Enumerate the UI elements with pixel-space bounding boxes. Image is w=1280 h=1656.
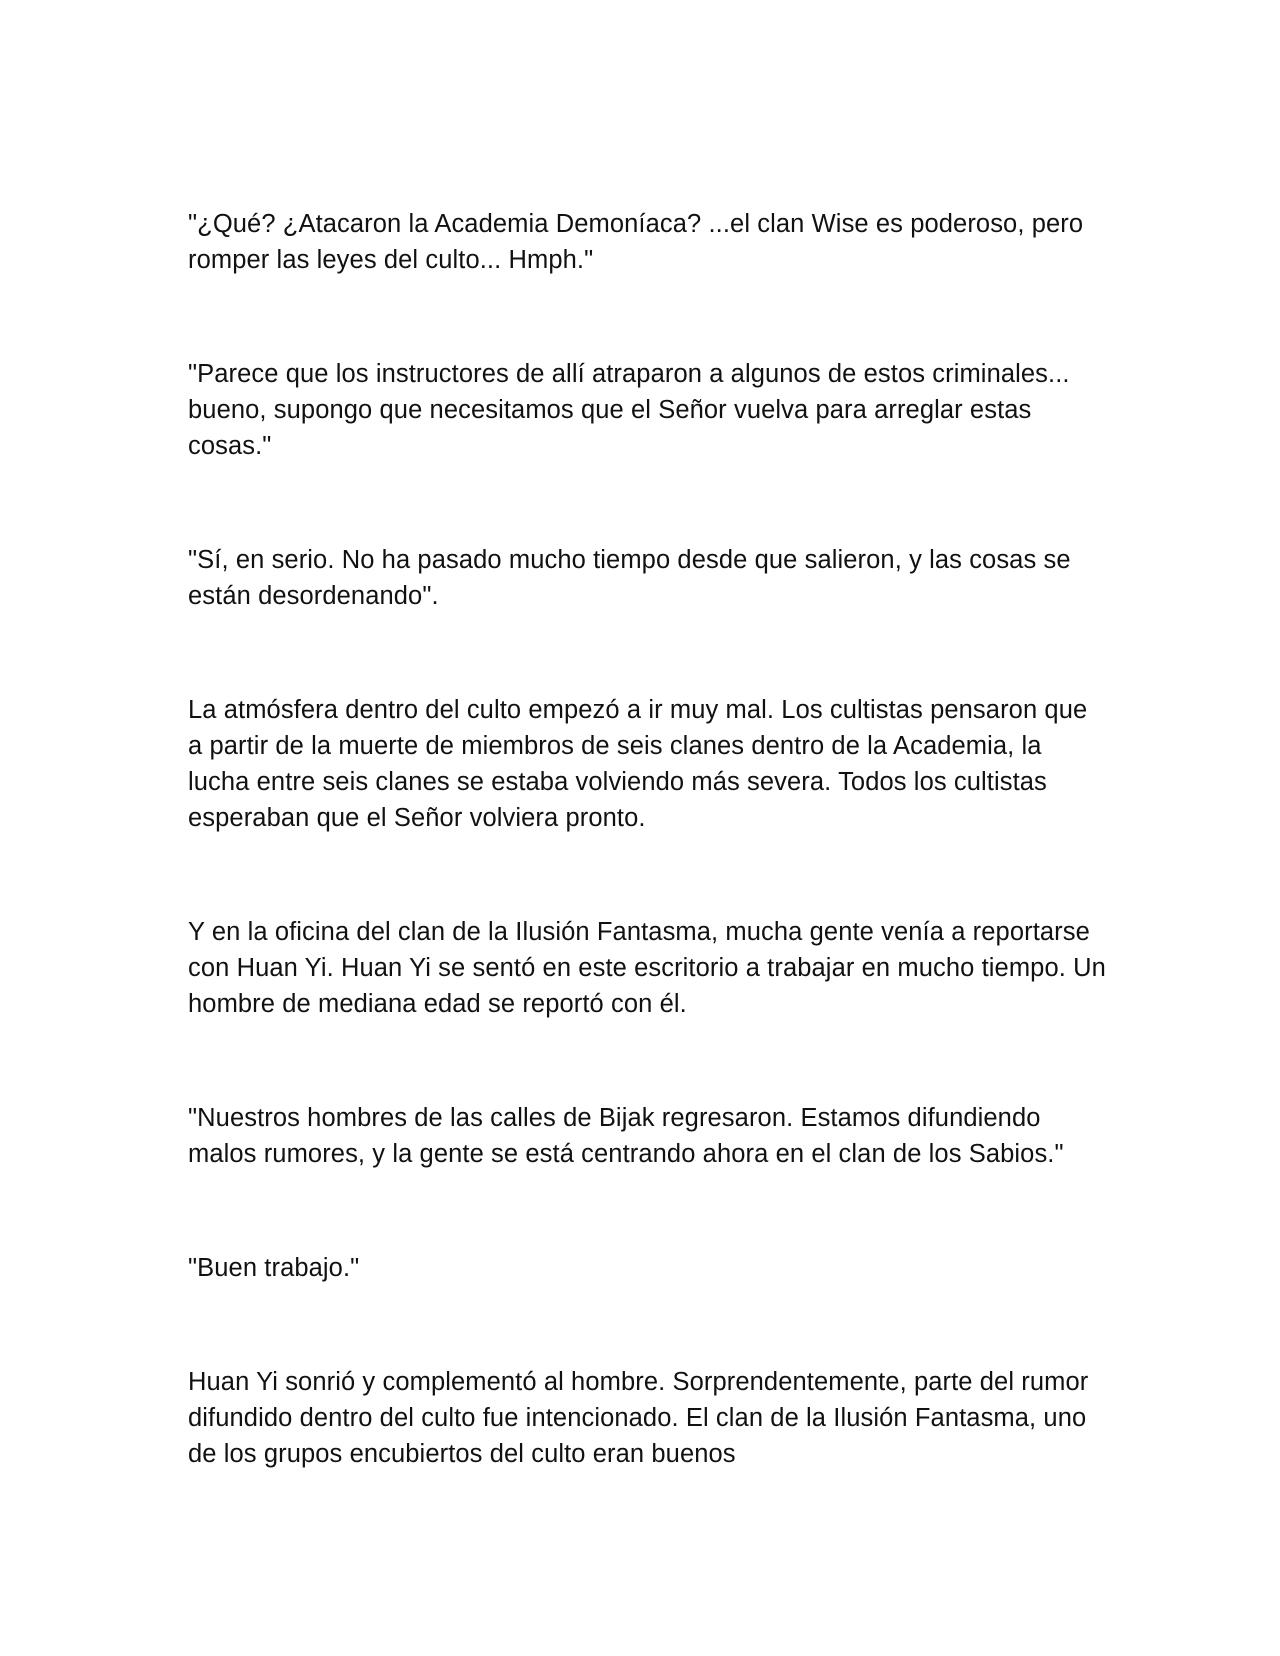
- paragraph-1: "¿Qué? ¿Atacaron la Academia Demoníaca? ...el clan Wise es poderoso, pero romper las leyes del culto... Hmph.": [188, 210, 1084, 274]
- paragraph-gap: [188, 1172, 1108, 1250]
- paragraph-4: La atmósfera dentro del culto empezó a ir muy mal. Los cultistas pensaron que a partir de la muerte de miembros de seis clanes dentro de la Academia, la lucha entre seis clanes se estaba volviendo más severa. Todos los cultistas esperaban que el Señor volviera pronto.: [188, 696, 1088, 832]
- paragraph-gap: [188, 1286, 1108, 1364]
- paragraph-2: "Parece que los instructores de allí atraparon a algunos de estos criminales... bueno, supongo que necesitamos que el Señor vuelva para arreglar estas cosas.": [188, 360, 1070, 460]
- paragraph-gap: [188, 836, 1108, 914]
- paragraph-8: Huan Yi sonrió y complementó al hombre. Sorprendentemente, parte del rumor difundido dentro del culto fue intencionado. El clan de la Ilusión Fantasma, uno de los grupos encubiertos del culto eran buenos: [188, 1368, 1089, 1468]
- paragraph-gap: [188, 1022, 1108, 1100]
- paragraph-3: "Sí, en serio. No ha pasado mucho tiempo desde que salieron, y las cosas se están desordenando".: [188, 546, 1071, 610]
- paragraph-6: "Nuestros hombres de las calles de Bijak regresaron. Estamos difundiendo malos rumores, y la gente se está centrando ahora en el clan de los Sabios.": [188, 1104, 1064, 1168]
- paragraph-gap: [188, 464, 1108, 542]
- paragraph-gap: [188, 614, 1108, 692]
- document-body: [188, 206, 1108, 1472]
- paragraph-gap: [188, 278, 1108, 356]
- paragraph-5: Y en la oficina del clan de la Ilusión Fantasma, mucha gente venía a reportarse con Huan Yi. Huan Yi se sentó en este escritorio a trabajar en mucho tiempo. Un hombre de mediana edad se reportó con él.: [188, 918, 1106, 1018]
- paragraph-7: "Buen trabajo.": [188, 1254, 360, 1282]
